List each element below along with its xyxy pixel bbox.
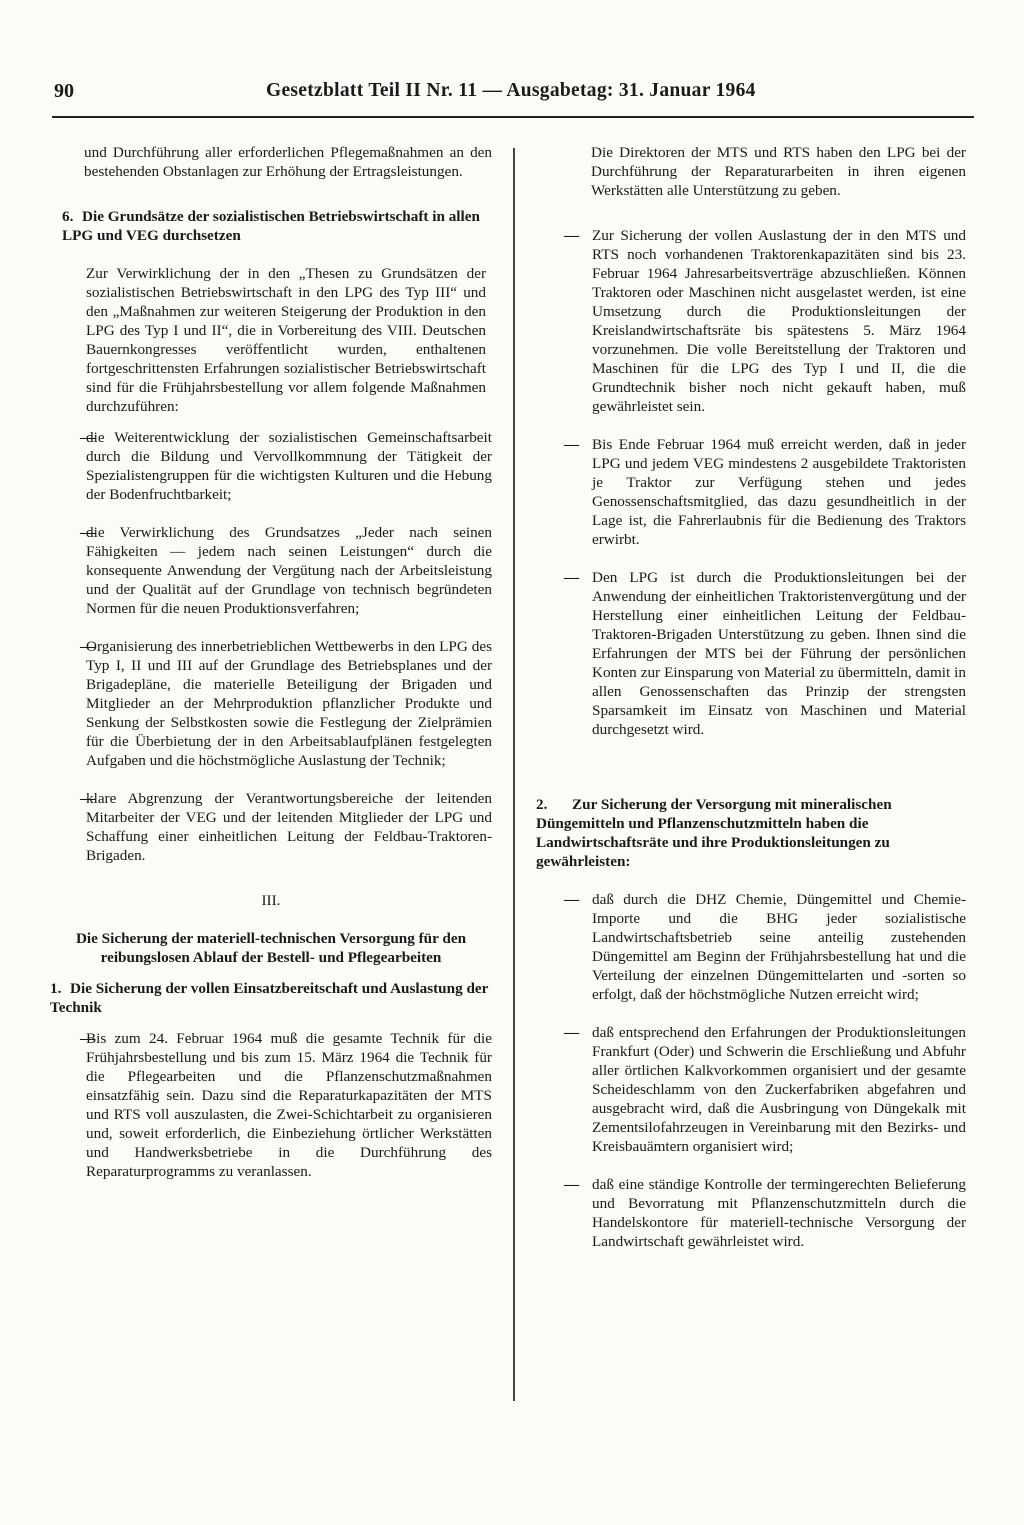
page-header	[52, 80, 974, 114]
continued-paragraph: Die Direktoren der MTS und RTS haben den LPG bei der Durchführung der Reparaturarbeiten in ihren eigenen Werkstätten alle Unterstützung zu geben.	[591, 144, 966, 199]
continued-paragraph: und Durchführung aller erforderlichen Pflegemaßnahmen an den bestehenden Obstanlagen zur Erhöhung der Ertragsleistungen.	[84, 144, 492, 180]
list-item: — die Weiterentwicklung der sozialistischen Gemeinschaftsarbeit durch die Bildung und Vervollkommnung der Tätigkeit der Spezialistengruppen für die wichtigsten Kulturen und die Hebung der Bodenfruchtbarkeit;	[50, 428, 492, 504]
list-item: — daß eine ständige Kontrolle der termingerechten Belieferung und Bevorratung mit Pflanzenschutzmitteln durch die Handelskontore für materiell-technische Versorgung der Landwirtschaft gewährleistet wird.	[536, 1175, 966, 1251]
list-item: — klare Abgrenzung der Verantwortungsbereiche der leitenden Mitarbeiter der VEG und der leitenden Mitglieder der LPG und Schaffung einer einheitlichen Leitung der Feldbau-Traktoren-Brigaden.	[50, 789, 492, 865]
list-item: — daß entsprechend den Erfahrungen der Produktionsleitungen Frankfurt (Oder) und Schwerin die Erschließung und Abfuhr aller örtlichen Kalkvorkommen organisiert und der gesamte Scheideschlamm von den Zuckerfabriken abgefahren und ausgebracht wird, daß die Ausbringung von Düngekalk mit Zementsilofahrzeugen in Vereinbarung mit den Bezirks- und Kreisbauämtern organisiert wird;	[536, 1023, 966, 1156]
list-item: — daß durch die DHZ Chemie, Düngemittel und Chemie-Importe und die BHG jeder sozialistische Landwirtschaftsbetrieb seine anteilig zustehenden Düngemittel am Beginn der Frühjahrsbestellung hat und die Verteilung der einzelnen Düngemittelarten und -sorten so erfolgt, daß der höchstmögliche Nutzen erreicht wird;	[536, 890, 966, 1004]
part-number: III.	[261, 892, 281, 909]
section-1-heading	[50, 979, 492, 1017]
header-rule	[52, 116, 974, 118]
column-divider	[513, 148, 515, 1401]
list-item: — Den LPG ist durch die Produktionsleitungen bei der Anwendung der einheitlichen Traktoristenvergütung und der Herstellung einer einheitlichen Leitung der Feldbau-Traktoren-Brigaden Unterstützung zu geben. Ihnen sind die Erfahrungen der MTS bei der Führung der persönlichen Konten zur Einsparung von Material zu übermitteln, damit in allen Genossenschaften das Prinzip der strengsten Sparsamkeit im Einsatz von Maschinen und Material durchgesetzt wird.	[536, 568, 966, 739]
list-item: — Bis zum 24. Februar 1964 muß die gesamte Technik für die Frühjahrsbestellung und bis zum 15. März 1964 die Technik für die Pflegearbeiten und die Pflanzenschutzmaßnahmen einsatzfähig sein. Dazu sind die Reparaturkapazitäten der MTS und RTS voll auszulasten, die Zwei-Schichtarbeit zu organisieren und, soweit erforderlich, die Einbeziehung örtlicher Werkstätten und Handwerksbetriebe in die Durchführung des Reparaturprogramms zu veranlassen.	[50, 1029, 492, 1181]
section-title: Die Grundsätze der sozialistischen Betriebswirtschaft in allen LPG und VEG durchsetzen	[62, 208, 480, 244]
list-item: — die Verwirklichung des Grundsatzes „Jeder nach seinen Fähigkeiten — jedem nach seinen Leistungen“ durch die konsequente Anwendung der Vergütung nach der Arbeitsleistung und der Qualität auf der Grundlage von technisch begründeten Normen für die neuen Produktionsverfahren;	[50, 523, 492, 618]
list-item: — Organisierung des innerbetrieblichen Wettbewerbs in den LPG des Typ I, II und III auf der Grundlage des Betriebsplanes und der Brigadepläne, die materielle Beteiligung der Brigaden und Mitglieder an der Mehrproduktion pflanzlicher Produkte und Senkung der Selbstkosten sowie die Festlegung der Zielprämien für die Überbietung der in den Arbeitsablaufplänen festgelegten Aufgaben und die höchstmögliche Auslastung der Technik;	[50, 637, 492, 770]
right-column	[536, 143, 966, 1251]
section-title: Zur Sicherung der Versorgung mit mineralischen Düngemitteln und Pflanzenschutzmitteln haben die Landwirtschaftsräte und ihre Produktionsleitungen zu gewährleisten:	[536, 796, 892, 870]
section-6-intro: Zur Verwirklichung der in den „Thesen zu Grundsätzen der sozialistischen Betriebswirtschaft in den LPG des Typ III“ und den „Maßnahmen zur weiteren Steigerung der Produktion in den LPG des Typ I und II“, die in Vorbereitung des VIII. Deutschen Bauernkongresses veröffentlicht wurden, enthaltenen fortgeschrittensten Erfahrungen sozialistischer Betriebswirtschaft sind für die Frühjahrsbestellung vor allem folgende Maßnahmen durchzuführen:	[86, 265, 486, 415]
list-item: — Zur Sicherung der vollen Auslastung der in den MTS und RTS noch vorhandenen Traktorenkapazitäten sind bis 23. Februar 1964 Jahresarbeitsverträge abzuschließen. Können Traktoren oder Maschinen nicht ausgelastet werden, ist eine Umsetzung durch die Produktionsleitungen der Kreislandwirtschaftsräte bis spätestens 5. März 1964 vorzunehmen. Die volle Bereitstellung der Traktoren und Maschinen für die LPG des Typ I und II, die die Grundtechnik bisher noch nicht gekauft haben, muß gewährleistet sein.	[536, 226, 966, 416]
section-6-heading	[50, 207, 492, 245]
left-column	[50, 143, 492, 1181]
page-number: 90	[54, 80, 74, 102]
section-2-heading	[536, 795, 966, 871]
section-title: Die Sicherung der vollen Einsatzbereitschaft und Auslastung der Technik	[50, 980, 489, 1016]
section-number: 6.	[62, 208, 74, 225]
running-head: Gesetzblatt Teil II Nr. 11 — Ausgabetag: 31. Januar 1964	[266, 80, 756, 101]
part-title: Die Sicherung der materiell-technischen Versorgung für den reibungslosen Ablauf der Bestell- und Pflegearbeiten	[75, 930, 467, 966]
section-number: 2.	[536, 796, 548, 813]
section-number: 1.	[50, 980, 62, 997]
list-item: — Bis Ende Februar 1964 muß erreicht werden, daß in jeder LPG und jedem VEG mindestens 2 ausgebildete Traktoristen je Traktor zur Verfügung stehen und jedes Genossenschaftsmitglied, das dazu gesundheitlich in der Lage ist, die Fahrerlaubnis für die Bedienung des Traktors erwirbt.	[536, 435, 966, 549]
